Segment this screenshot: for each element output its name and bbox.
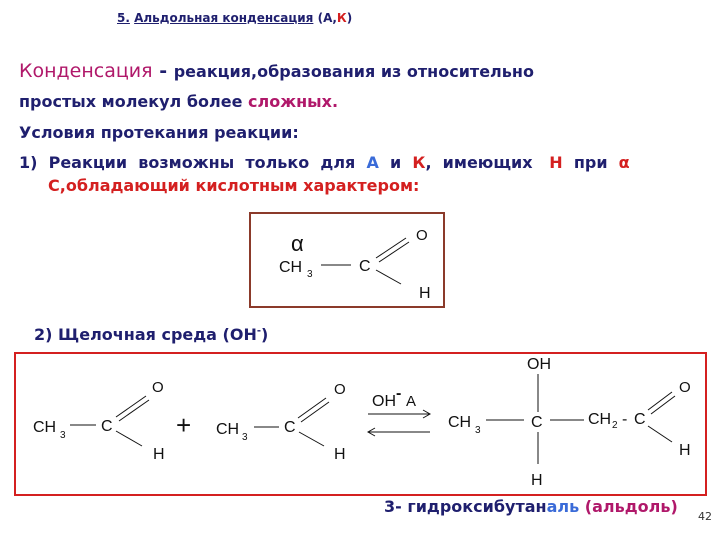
structure1-alpha: α bbox=[291, 231, 304, 256]
structure1-oxygen: O bbox=[416, 227, 428, 244]
definition-dash: - bbox=[152, 60, 174, 82]
product-h-right: H bbox=[679, 442, 691, 459]
definition-line2-end: сложных. bbox=[248, 92, 339, 111]
slide-header bbox=[117, 11, 352, 25]
header-comma: , bbox=[332, 11, 337, 25]
condition-1-K: К bbox=[412, 153, 426, 172]
condition-1-text-c: при bbox=[562, 153, 619, 172]
header-topic: Альдольная конденсация bbox=[134, 11, 314, 25]
plus-sign: + bbox=[176, 410, 192, 440]
structure1-double-bond-a bbox=[376, 238, 406, 258]
r1-double-bond-b bbox=[119, 400, 149, 421]
r1-oxygen: O bbox=[152, 379, 164, 396]
page-number: 42 bbox=[698, 510, 712, 523]
r1-ch3-subscript: 3 bbox=[60, 430, 66, 441]
condition-1-text-a: 1) Реакции возможны только для bbox=[19, 153, 367, 172]
condition-1-H: Н bbox=[549, 153, 563, 172]
product-name-part2: аль bbox=[546, 497, 580, 516]
r2-ch3-subscript: 3 bbox=[242, 432, 248, 443]
condition-1-line2: С,обладающий кислотным характером: bbox=[48, 176, 420, 195]
structure1-ch3: CH bbox=[279, 259, 303, 276]
product-name bbox=[384, 497, 678, 516]
r1-double-bond-a bbox=[116, 396, 146, 417]
alpha-carbon-structure bbox=[251, 214, 443, 306]
r1-h-bond bbox=[116, 431, 142, 446]
r2-double-bond-b bbox=[301, 402, 329, 422]
arrow-catalyst-sup: - bbox=[396, 385, 402, 402]
r2-double-bond-a bbox=[298, 398, 326, 418]
structure1-h-bond bbox=[376, 270, 401, 284]
condition-2-sup: - bbox=[256, 325, 262, 337]
product-dash: - bbox=[622, 411, 628, 428]
condition-1-line1 bbox=[19, 153, 630, 172]
structure1-hydrogen: H bbox=[419, 285, 431, 302]
product-ch3: CH bbox=[448, 414, 472, 431]
product-carbon-3: C bbox=[531, 414, 543, 431]
structure1-carbon: C bbox=[359, 258, 371, 275]
structure1-ch3-subscript: 3 bbox=[307, 269, 313, 280]
conditions-title: Условия протекания реакции: bbox=[19, 123, 299, 142]
product-name-part3: (альдоль) bbox=[579, 497, 678, 516]
definition-line1 bbox=[19, 60, 534, 82]
product-carbon-1: C bbox=[634, 411, 646, 428]
condition-1-and: и bbox=[378, 153, 413, 172]
definition-line2 bbox=[19, 92, 338, 111]
r2-oxygen: O bbox=[334, 381, 346, 398]
header-paren-close: ) bbox=[346, 11, 353, 25]
r2-h-bond bbox=[299, 432, 324, 446]
product-name-part1: 3- гидроксибутан bbox=[384, 497, 547, 516]
product-h-bond-right bbox=[648, 426, 672, 442]
product-ch2-subscript: 2 bbox=[612, 420, 618, 431]
header-a: А bbox=[323, 11, 333, 25]
condition-1-A: А bbox=[366, 153, 379, 172]
condition-2 bbox=[34, 325, 268, 344]
condition-1-text-b: , имеющих bbox=[425, 153, 550, 172]
definition-line2-start: простых молекул более bbox=[19, 92, 248, 111]
r2-carbon: C bbox=[284, 419, 296, 436]
product-oxygen: O bbox=[679, 379, 691, 396]
r2-ch3: CH bbox=[216, 421, 240, 438]
arrow-catalyst-extra: А bbox=[406, 393, 417, 410]
r2-hydrogen: H bbox=[334, 446, 346, 463]
aldol-reaction-box bbox=[14, 352, 707, 496]
condition-2-label: 2) Щелочная среда (OH bbox=[34, 325, 257, 344]
r1-carbon: C bbox=[101, 418, 113, 435]
r1-ch3: CH bbox=[33, 419, 57, 436]
header-number: 5. bbox=[117, 11, 130, 25]
aldol-reaction-scheme bbox=[16, 354, 705, 494]
condition-2-close: ) bbox=[261, 325, 269, 344]
product-oh: OH bbox=[527, 356, 551, 373]
r1-hydrogen: H bbox=[153, 446, 165, 463]
header-k: К bbox=[336, 11, 347, 25]
product-h-bottom: H bbox=[531, 472, 543, 489]
condition-1-alpha: α bbox=[618, 153, 630, 172]
definition-rest: реакция,образования из относительно bbox=[173, 62, 534, 81]
product-ch3-subscript: 3 bbox=[475, 425, 481, 436]
definition-term: Конденсация bbox=[19, 60, 153, 82]
header-paren-open: ( bbox=[317, 11, 324, 25]
alpha-carbon-structure-box bbox=[249, 212, 445, 308]
arrow-catalyst-oh: OH bbox=[372, 393, 396, 410]
structure1-double-bond-b bbox=[379, 242, 409, 262]
product-ch2: CH bbox=[588, 411, 612, 428]
